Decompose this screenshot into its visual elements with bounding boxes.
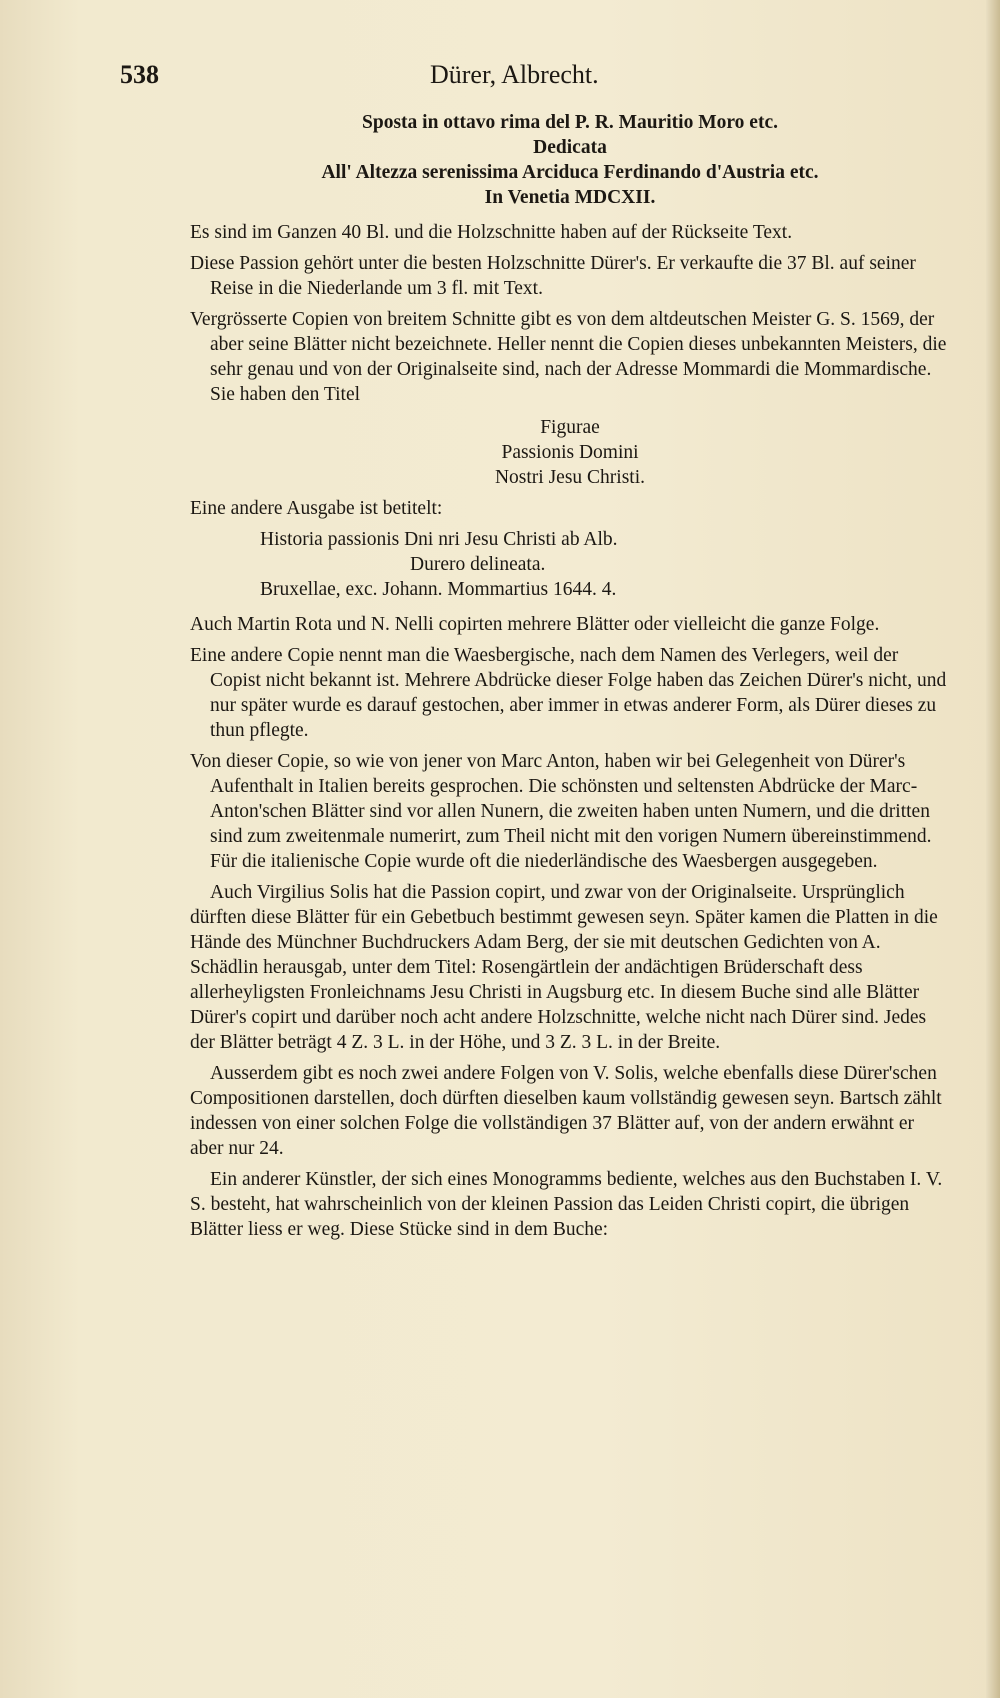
title-block <box>190 110 950 210</box>
paragraph: Es sind im Ganzen 40 Bl. und die Holzschnitte haben auf der Rückseite Text. <box>190 222 793 243</box>
page-edge <box>986 0 1000 1698</box>
title-line: In Venetia MDCXII. <box>484 187 656 208</box>
quoted-title-line: Durero delineata. <box>410 554 546 575</box>
paragraph: Eine andere Ausgabe ist betitelt: <box>190 498 443 519</box>
quoted-title-line: Nostri Jesu Christi. <box>494 467 646 488</box>
paragraph: Auch Virgilius Solis hat die Passion copirt, und zwar von der Originalseite. Ursprünglich dürften diese Blätter für ein Gebetbuch bestimmt gewesen seyn. Später kamen die Platten in die Hände des Münchner Buchdruckers Adam Berg, der sie mit deutschen Gedichten von A. Schädlin herausgab, unter dem Titel: Rosengärtlein der andächtigen Brüderschaft dess allerheyligsten Fronleichnams Jesu Christi in Augsburg etc. In diesem Buche sind alle Blätter Dürer's copirt und darüber noch acht andere Holzschnitte, welche nicht nach Dürer sind. Jedes der Blätter beträgt 4 Z. 3 L. in der Höhe, und 3 Z. 3 L. in der Breite. <box>190 882 938 1053</box>
title-line: Sposta in ottavo rima del P. R. Mauritio Moro etc. <box>362 112 778 133</box>
quoted-title-line: Figurae <box>540 417 600 438</box>
paragraph: Ausserdem gibt es noch zwei andere Folgen von V. Solis, welche ebenfalls diese Dürer'schen Compositionen darstellen, doch dürften dieselben kaum vollständig gewesen seyn. Bartsch zählt indessen von einer solchen Folge die vollständigen 37 Blätter auf, von der andern erwähnt er aber nur 24. <box>190 1063 942 1159</box>
paragraph: Diese Passion gehört unter die besten Holzschnitte Dürer's. Er verkaufte die 37 Bl. auf seiner Reise in die Niederlande um 3 fl. mit Text. <box>190 253 916 299</box>
paragraph: Auch Martin Rota und N. Nelli copirten mehrere Blätter oder vielleicht die ganze Folge. <box>190 614 880 635</box>
quoted-title-line: Historia passionis Dni nri Jesu Christi ab Alb. <box>260 529 618 550</box>
paragraph: Eine andere Copie nennt man die Waesbergische, nach dem Namen des Verlegers, weil der Copist nicht bekannt ist. Mehrere Abdrücke dieser Folge haben das Zeichen Dürer's nicht, und nur später wurde es darauf gestochen, aber immer in etwas anderer Form, als Dürer dieses zu thun pflegte. <box>190 645 947 741</box>
paragraph: Von dieser Copie, so wie von jener von Marc Anton, haben wir bei Gelegenheit von Dürer's Aufenthalt in Italien bereits gesprochen. Die schönsten und seltensten Abdrücke der Marc-Anton'schen Blätter sind vor allen Nunern, die zweiten haben unten Numern, und die dritten sind zum zweitenmale numerirt, zum Theil nicht mit den vorigen Numern übereinstimmend. Für die italienische Copie wurde oft die niederländische des Waesbergen ausgegeben. <box>190 751 932 872</box>
title-line: Dedicata <box>533 137 607 158</box>
quoted-title-line: Bruxellae, exc. Johann. Mommartius 1644. 4. <box>260 579 617 600</box>
quoted-title-line: Passionis Domini <box>501 442 639 463</box>
quoted-title <box>190 415 950 490</box>
title-line: All' Altezza serenissima Arciduca Ferdinando d'Austria etc. <box>321 162 819 183</box>
page-number: 538 <box>120 60 159 89</box>
running-title: Dürer, Albrecht. <box>430 60 599 89</box>
body-text <box>190 110 950 1248</box>
quoted-title-alt <box>190 527 950 602</box>
page-header <box>120 60 940 100</box>
paragraph: Vergrösserte Copien von breitem Schnitte gibt es von dem altdeutschen Meister G. S. 1569, der aber seine Blätter nicht bezeichnete. Heller nennt die Copien dieses unbekannten Meisters, die sehr genau und von der Originalseite sind, nach der Adresse Mommardi die Mommardische. Sie haben den Titel <box>190 309 947 405</box>
paragraph: Ein anderer Künstler, der sich eines Monogramms bediente, welches aus den Buchstaben I. V. S. besteht, hat wahrscheinlich von der kleinen Passion das Leiden Christi copirt, die übrigen Blätter liess er weg. Diese Stücke sind in dem Buche: <box>190 1169 943 1240</box>
